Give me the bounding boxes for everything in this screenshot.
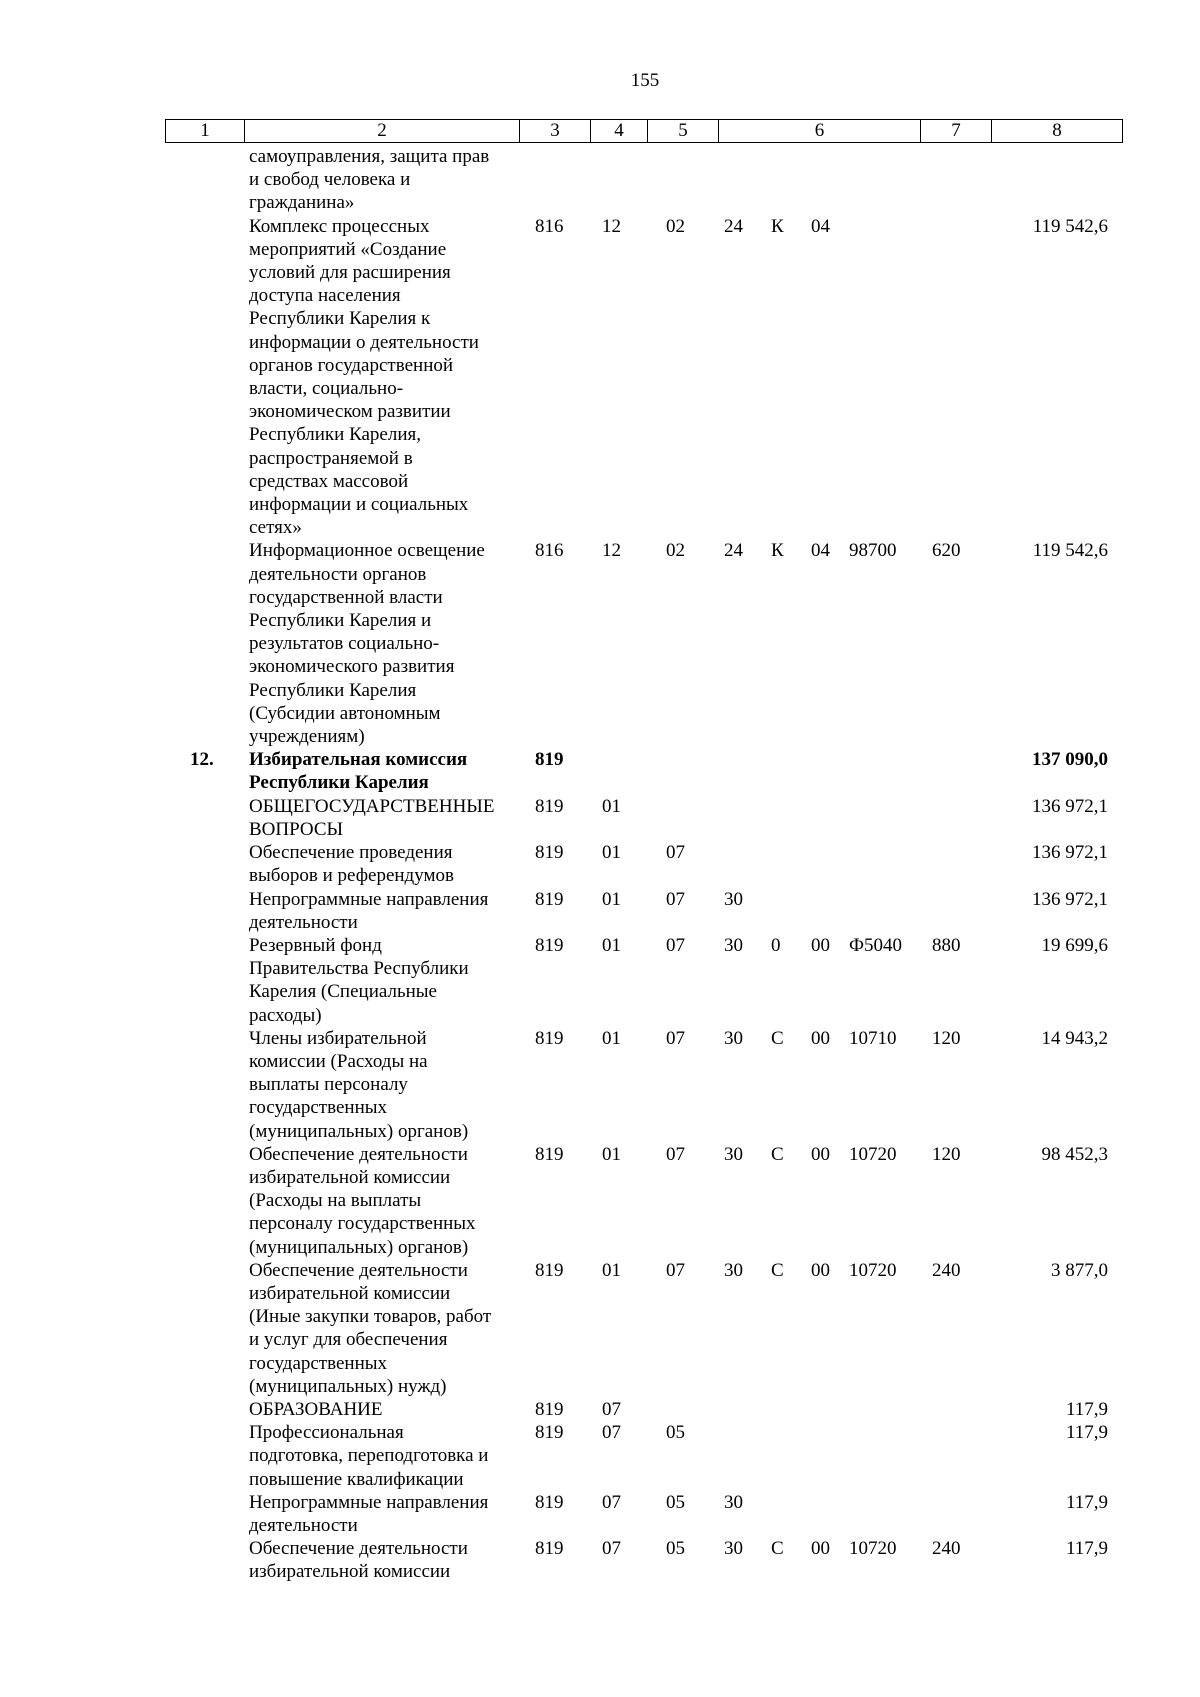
row-code-c6a: 30 [724,1143,743,1165]
row-name-line: Обеспечение проведения [249,842,453,864]
row-code-c3: 819 [535,1398,564,1420]
row-code-c4: 01 [602,1143,621,1165]
row-code-c7: 120 [932,1143,961,1165]
row-name-line: государственных [249,1097,388,1119]
row-name-line: (муниципальных) нужд) [249,1375,447,1397]
row-name-line: (Иные закупки товаров, работ [249,1306,492,1328]
row-code-c4: 01 [602,934,621,956]
row-name-line: и услуг для обеспечения [249,1329,448,1351]
table-row [0,1537,1200,1583]
row-name-line: комиссии (Расходы на [249,1050,428,1072]
row-name-line: подготовка, переподготовка и [249,1445,489,1467]
row-name-line: Правительства Республики [249,958,469,980]
column-header-cell: 7 [921,120,992,143]
row-code-c6c: 00 [811,1259,830,1281]
table-row [0,1143,1200,1259]
row-name-line: государственных [249,1352,388,1374]
row-code-c6a: 30 [724,934,743,956]
row-code-c6d: 10720 [849,1143,897,1165]
row-name-line: результатов социально- [249,633,440,655]
row-code-c5: 05 [666,1422,685,1444]
row-name-line: Непрограммные направления [249,888,489,910]
row-code-c6b: С [771,1027,784,1049]
row-name-line: избирательной комиссии [249,1282,451,1304]
row-code-c3: 819 [535,934,564,956]
row-name [249,215,519,540]
row-code-c7: 240 [932,1538,961,1560]
row-name-line: гражданина» [249,192,355,214]
row-code-c6a: 30 [724,888,743,910]
row-amount: 117,9 [1065,1491,1108,1513]
table-row [0,888,1200,934]
row-name-line: сетях» [249,517,302,539]
row-name-line: средствах массовой [249,470,409,492]
row-amount: 136 972,1 [1032,795,1108,817]
row-name-line: Обеспечение деятельности [249,1259,468,1281]
row-code-c3: 819 [535,795,564,817]
table-row [0,1491,1200,1537]
row-name-line: Республики Карелия [249,679,417,701]
row-name-line: самоуправления, защита прав [249,146,490,167]
row-code-c5: 07 [666,1259,685,1281]
row-name-line: деятельности [249,1514,358,1536]
row-code-c6c: 00 [811,934,830,956]
row-name [249,1259,519,1398]
row-name-line: учреждениям) [249,726,365,748]
row-code-c3: 819 [535,1027,564,1049]
row-name [249,888,519,934]
row-name-line: Комплекс процессных [249,215,430,237]
row-code-c6a: 24 [724,540,743,562]
table-row [0,539,1200,748]
row-code-c6b: С [771,1259,784,1281]
row-code-c6b: К [771,215,784,237]
row-name [249,1398,519,1421]
row-code-c4: 01 [602,795,621,817]
column-header-row [166,120,1123,143]
table-row [0,795,1200,841]
row-code-c6b: С [771,1538,784,1560]
row-code-c6b: С [771,1143,784,1165]
row-code-c6a: 30 [724,1259,743,1281]
row-code-c4: 01 [602,1027,621,1049]
row-amount: 98 452,3 [1041,1143,1108,1165]
row-name-line: Республики Карелия и [249,610,432,632]
row-name [249,1537,519,1583]
row-name-line: повышение квалификации [249,1468,464,1490]
row-code-c3: 819 [535,1538,564,1560]
column-header-cell: 8 [992,120,1123,143]
row-amount: 137 090,0 [1032,749,1108,771]
row-name-line: избирательной комиссии [249,1561,451,1583]
table-row [0,1398,1200,1421]
row-name-line: Информационное освещение [249,540,485,562]
row-name-line: персоналу государственных [249,1213,476,1235]
row-name [249,539,519,748]
row-code-c6d: Ф5040 [849,934,903,956]
row-code-c3: 816 [535,215,564,237]
row-name-line: ВОПРОСЫ [249,818,344,840]
row-code-c6a: 30 [724,1491,743,1513]
row-name-line: выплаты персоналу [249,1074,408,1096]
column-header-cell: 6 [719,120,921,143]
row-code-c6a: 24 [724,215,743,237]
row-amount: 19 699,6 [1041,934,1108,956]
row-code-c5: 05 [666,1491,685,1513]
row-name-line: Обеспечение деятельности [249,1538,468,1560]
row-code-c4: 07 [602,1491,621,1513]
row-name [249,748,519,794]
row-name-line: Республики Карелия, [249,424,421,446]
row-code-c6b: К [771,540,784,562]
row-name-line: Избирательная комиссия [249,749,468,771]
row-code-c6c: 04 [811,215,830,237]
row-code-c3: 819 [535,1259,564,1281]
row-code-c5: 02 [666,540,685,562]
row-code-c4: 12 [602,215,621,237]
row-name-line: Резервный фонд [249,934,382,956]
row-code-c6d: 98700 [849,540,897,562]
row-code-c5: 05 [666,1538,685,1560]
row-code-c6c: 04 [811,540,830,562]
row-name-line: ОБРАЗОВАНИЕ [249,1398,383,1420]
row-code-c6a: 30 [724,1538,743,1560]
row-name [249,1143,519,1259]
row-code-c6c: 00 [811,1538,830,1560]
row-name-line: экономического развития [249,656,455,678]
row-name-line: государственной власти [249,586,443,608]
row-code-c6a: 30 [724,1027,743,1049]
row-name-line: (муниципальных) органов) [249,1120,469,1142]
row-name-line: (Расходы на выплаты [249,1190,422,1212]
table-row [0,934,1200,1027]
row-code-c3: 819 [535,1491,564,1513]
row-name-line: выборов и референдумов [249,865,454,887]
row-name [249,145,519,215]
row-code-c4: 07 [602,1398,621,1420]
row-code-c4: 01 [602,842,621,864]
row-name-line: ОБЩЕГОСУДАРСТВЕННЫЕ [249,795,495,817]
budget-table-body [0,145,1200,1584]
row-number: 12. [190,749,214,771]
row-name-line: расходы) [249,1004,322,1026]
row-name-line: избирательной комиссии [249,1166,451,1188]
table-row [0,1027,1200,1143]
row-amount: 117,9 [1065,1398,1108,1420]
table-row [0,1259,1200,1398]
row-amount: 3 877,0 [1051,1259,1108,1281]
row-name-line: Профессиональная [249,1422,404,1444]
column-header-cell: 4 [591,120,648,143]
column-header-cell: 1 [166,120,245,143]
row-name-line: органов государственной [249,354,454,376]
row-code-c5: 07 [666,842,685,864]
row-code-c3: 819 [535,749,564,771]
row-code-c3: 816 [535,540,564,562]
row-amount: 14 943,2 [1041,1027,1108,1049]
table-row [0,145,1200,215]
row-name-line: (Субсидии автономным [249,702,441,724]
row-code-c3: 819 [535,1143,564,1165]
table-row [0,841,1200,887]
row-code-c5: 02 [666,215,685,237]
row-name-line: условий для расширения [249,262,451,284]
row-name-line: власти, социально- [249,378,404,400]
row-name-line: (муниципальных) органов) [249,1236,469,1258]
row-code-c4: 12 [602,540,621,562]
row-name-line: доступа населения [249,285,401,307]
row-code-c3: 819 [535,1422,564,1444]
row-name [249,934,519,1027]
row-code-c6c: 00 [811,1143,830,1165]
row-amount: 136 972,1 [1032,888,1108,910]
row-code-c6d: 10720 [849,1259,897,1281]
row-name-line: распространяемой в [249,447,413,469]
row-code-c4: 07 [602,1538,621,1560]
row-code-c7: 240 [932,1259,961,1281]
row-code-c4: 01 [602,1259,621,1281]
row-code-c6c: 00 [811,1027,830,1049]
row-name-line: информации о деятельности [249,331,479,353]
row-code-c7: 880 [932,934,961,956]
row-code-c6b: 0 [771,934,781,956]
row-code-c7: 620 [932,540,961,562]
row-amount: 136 972,1 [1032,842,1108,864]
row-name-line: Республики Карелия к [249,308,431,330]
row-name [249,1491,519,1537]
row-amount: 119 542,6 [1032,215,1108,237]
table-row [0,748,1200,794]
table-row [0,1421,1200,1491]
row-name-line: Обеспечение деятельности [249,1143,468,1165]
row-code-c4: 01 [602,888,621,910]
column-header-cell: 3 [520,120,591,143]
row-name-line: и свобод человека и [249,169,411,191]
row-name [249,1421,519,1491]
row-code-c3: 819 [535,888,564,910]
row-name-line: деятельности органов [249,563,427,585]
row-code-c5: 07 [666,1143,685,1165]
row-amount: 117,9 [1065,1422,1108,1444]
row-code-c4: 07 [602,1422,621,1444]
row-amount: 117,9 [1065,1538,1108,1560]
row-code-c3: 819 [535,842,564,864]
row-name-line: информации и социальных [249,494,469,516]
column-header-table [165,119,1123,143]
row-name [249,795,519,841]
row-code-c5: 07 [666,888,685,910]
row-name-line: деятельности [249,911,358,933]
table-row [0,215,1200,540]
row-name-line: Республики Карелия [249,772,429,794]
row-name-line: экономическом развитии [249,401,451,423]
column-header-cell: 5 [648,120,719,143]
row-name [249,1027,519,1143]
page-number: 155 [630,70,660,91]
row-code-c7: 120 [932,1027,961,1049]
row-code-c5: 07 [666,1027,685,1049]
row-name-line: Карелия (Специальные [249,981,437,1003]
row-name-line: Члены избирательной [249,1027,427,1049]
row-amount: 119 542,6 [1032,540,1108,562]
row-name-line: мероприятий «Создание [249,238,447,260]
column-header-cell: 2 [245,120,520,143]
row-code-c5: 07 [666,934,685,956]
row-name [249,841,519,887]
row-code-c6d: 10720 [849,1538,897,1560]
row-name-line: Непрограммные направления [249,1491,489,1513]
row-code-c6d: 10710 [849,1027,897,1049]
